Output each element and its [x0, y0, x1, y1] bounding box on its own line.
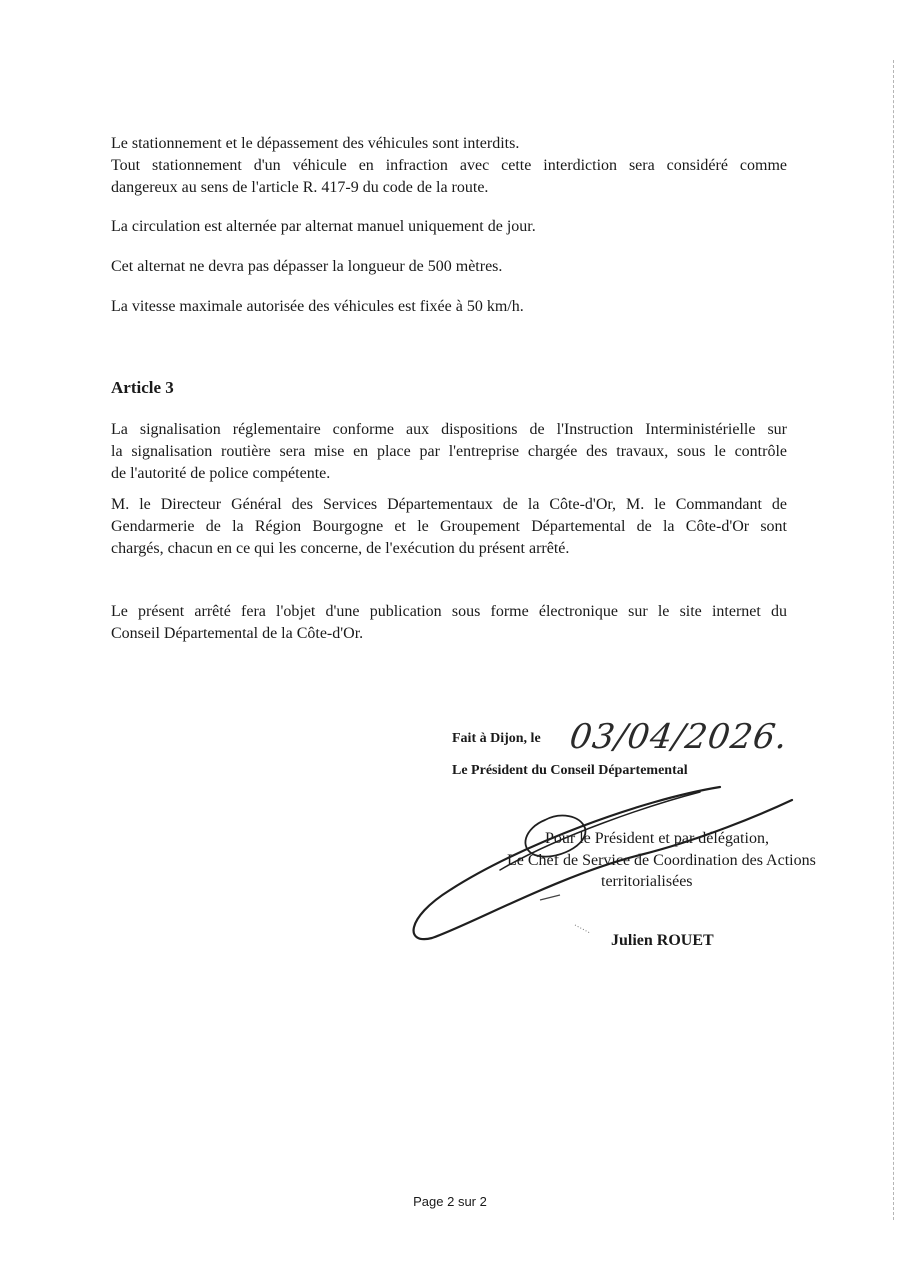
text-line: Cet alternat ne devra pas dépasser la longueur de 500 mètres. [111, 258, 503, 275]
signature-stroke [540, 895, 560, 900]
delegation-line: Pour le Président et par délégation, [545, 830, 769, 847]
text-line: Conseil Départemental de la Côte-d'Or. [111, 625, 364, 642]
signature-title: Le Président du Conseil Départemental [452, 763, 688, 778]
delegation-line: Le Chef de Service de Coordination des Actions [507, 852, 816, 869]
text-line: Gendarmerie de la Région Bourgogne et le Groupement Départemental de la Côte-d'Or sont [111, 518, 787, 535]
delegation-line: territorialisées [601, 873, 693, 890]
signature-stroke [414, 787, 792, 939]
signature-place-label: Fait à Dijon, le [452, 731, 541, 746]
text-line: La vitesse maximale autorisée des véhicules est fixée à 50 km/h. [111, 298, 524, 315]
page-number: Page 2 sur 2 [413, 1194, 487, 1209]
text-line: de l'autorité de police compétente. [111, 465, 331, 482]
signatory-name: Julien ROUET [611, 932, 714, 949]
text-line: M. le Directeur Général des Services Départementaux de la Côte-d'Or, M. le Commandant de [111, 496, 787, 513]
signature-stroke [575, 925, 590, 933]
text-line: Le présent arrêté fera l'objet d'une publication sous forme électronique sur le site internet du [111, 603, 787, 620]
text-line: la signalisation routière sera mise en place par l'entreprise chargée des travaux, sous le contrôle [111, 443, 787, 460]
article-3-heading: Article 3 [111, 378, 174, 397]
text-line: Tout stationnement d'un véhicule en infraction avec cette interdiction sera considéré comme [111, 157, 787, 174]
text-line: dangereux au sens de l'article R. 417-9 du code de la route. [111, 179, 489, 196]
handwritten-date: 03/04/2026. [567, 717, 791, 757]
text-line: Le stationnement et le dépassement des véhicules sont interdits. [111, 135, 520, 152]
text-line: La signalisation réglementaire conforme aux dispositions de l'Instruction Interministérielle sur [111, 421, 787, 438]
text-line: chargés, chacun en ce qui les concerne, de l'exécution du présent arrêté. [111, 540, 570, 557]
text-line: La circulation est alternée par alternat manuel uniquement de jour. [111, 218, 536, 235]
